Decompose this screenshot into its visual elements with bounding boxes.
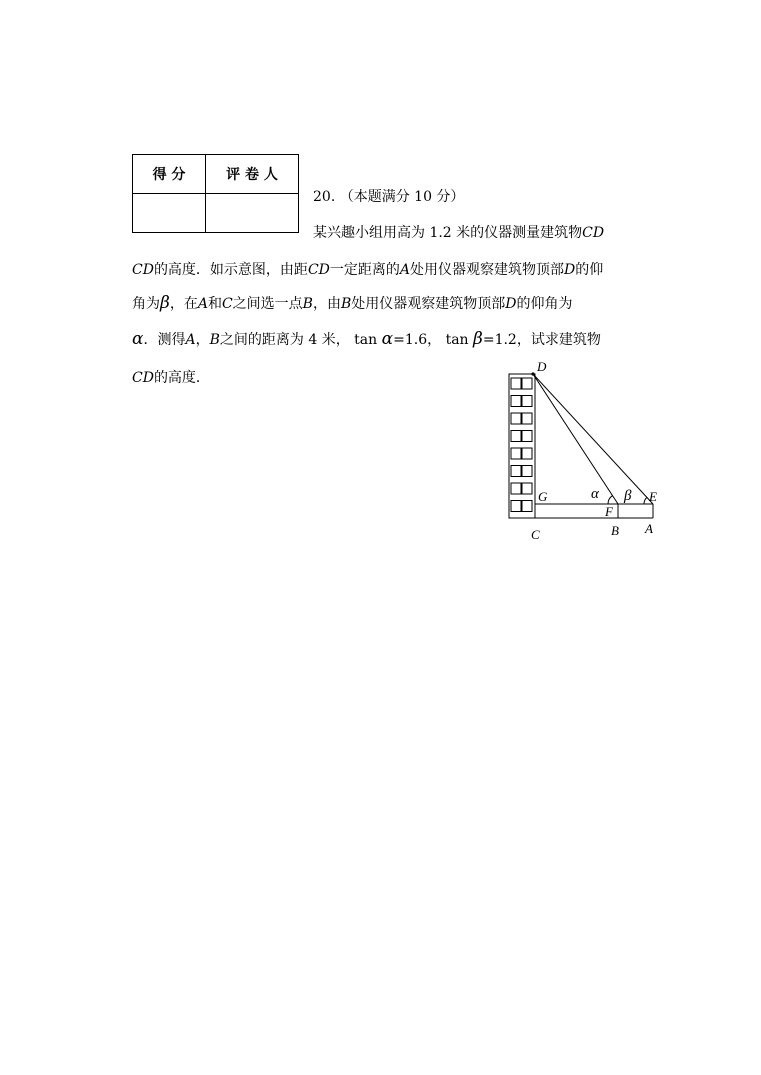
grader-label: 评 卷 人 (206, 155, 299, 194)
window (511, 413, 521, 424)
problem-header (313, 186, 464, 206)
geometry-figure (500, 358, 670, 548)
score-cell (133, 194, 206, 233)
problem-line-1: 某兴趣小组用高为 1.2 米的仪器测量建筑物CD (313, 225, 605, 241)
window (511, 466, 521, 477)
sight-line-E (533, 374, 653, 504)
problem-points: （本题满分 10 分） (339, 189, 465, 205)
score-table-header-row (133, 155, 299, 194)
alpha-arc (608, 496, 613, 504)
problem-line-3: 角为β，在A和C之间选一点B，由B处用仪器观察建筑物顶部D的仰角为 (132, 293, 573, 313)
window (511, 448, 521, 459)
label-F: F (605, 504, 613, 519)
problem-line-2: CD的高度．如示意图，由距CD一定距离的A处用仪器观察建筑物顶部D的仰 (132, 262, 604, 278)
window (522, 466, 532, 477)
problem-line-5: CD的高度． (132, 370, 210, 386)
window (522, 501, 532, 512)
window (511, 396, 521, 407)
tan-beta: tan β=1.2 (445, 329, 517, 349)
label-D: D (537, 359, 547, 374)
tan-alpha: tan α=1.6 (354, 329, 428, 349)
point-D (531, 372, 534, 375)
window (511, 501, 521, 512)
grader-cell (206, 194, 299, 233)
label-B: B (611, 523, 619, 538)
window (522, 378, 532, 389)
window (511, 378, 521, 389)
window (522, 431, 532, 442)
problem-number: 20. (313, 189, 336, 205)
label-E: E (649, 489, 657, 504)
sight-line-F (533, 374, 618, 504)
window (522, 413, 532, 424)
score-table-blank-row (133, 194, 299, 233)
label-G: G (538, 489, 548, 504)
label-alpha: α (591, 486, 599, 502)
score-table (132, 154, 299, 233)
window (522, 483, 532, 494)
window (511, 431, 521, 442)
label-beta: β (624, 488, 632, 504)
window (522, 396, 532, 407)
window (511, 483, 521, 494)
window (522, 448, 532, 459)
problem-line-4: α．测得A，B之间的距离为 4 米， tan α=1.6， tan β=1.2，试求建筑物 (132, 329, 601, 349)
label-C: C (531, 527, 540, 542)
building-windows (511, 378, 532, 512)
score-label: 得 分 (133, 155, 206, 194)
label-A: A (645, 521, 653, 536)
beta-arc (644, 497, 647, 504)
